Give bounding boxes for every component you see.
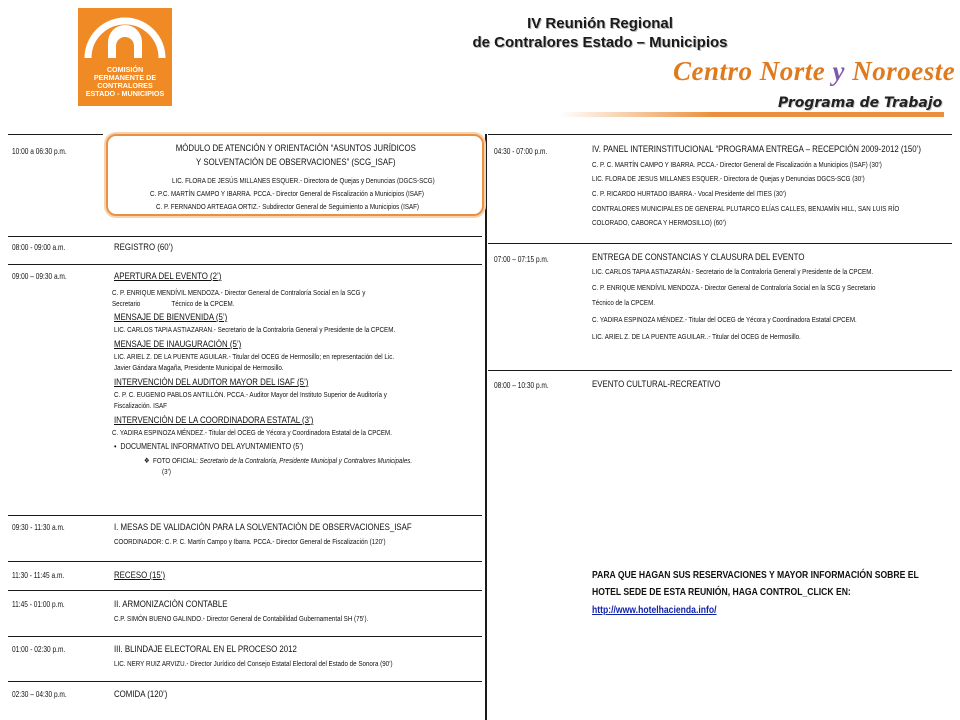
panel-time: 04:30 - 07:00 p.m. xyxy=(494,147,548,156)
region-b: Noroeste xyxy=(845,56,956,86)
panel-line-4: CONTRALORES MUNICIPALES DE GENERAL PLUTARCO ELÍAS CALLES, BENJAMÍN HILL, SAN LUIS RÍO xyxy=(592,204,900,213)
mesas-line: COORDINADOR: C. P. C. Martín Campo y Ibarra. PCCA.- Director General de Fiscalización (120’) xyxy=(114,537,386,546)
module-person-1: LIC. FLORA DE JESÚS MILLANES ESQUER.- Directora de Quejas y Denuncias (DGCS-SCG) xyxy=(172,176,435,185)
auditor-line-2: Fiscalización. ISAF xyxy=(114,401,167,410)
foto-label: FOTO OFICIAL: xyxy=(153,456,200,465)
blindaje-time: 01:00 - 02:30 p.m. xyxy=(12,645,66,654)
logo-text-4: ESTADO - MUNICIPIOS xyxy=(85,89,165,98)
coordinadora-title: INTERVENCIÓN DE LA COORDINADORA ESTATAL (3’) xyxy=(114,415,314,426)
rule-comida xyxy=(8,681,482,682)
rule-registro xyxy=(8,236,482,237)
hotel-link[interactable]: http://www.hotelhacienda.info/ xyxy=(592,604,717,616)
header-line-2: de Contralores Estado – Municipios xyxy=(472,34,728,51)
program-title: Programa de Trabajo xyxy=(778,95,943,111)
rule-mesas xyxy=(8,515,482,516)
foto-item xyxy=(144,456,412,466)
module-title-2: Y SOLVENTACIÓN DE OBSERVACIONES” (SCG_ISAF) xyxy=(196,157,396,168)
inauguracion-title: MENSAJE DE INAUGURACIÓN (5’) xyxy=(114,339,242,350)
panel-line-5: COLORADO, CABORCA Y HERMOSILLO) (60’) xyxy=(592,218,727,227)
armonizacion-time: 11:45 - 01:00 p.m. xyxy=(12,600,65,609)
logo-text-3: CONTRALORES xyxy=(97,81,153,90)
apertura-title: APERTURA DEL EVENTO (2’) xyxy=(114,271,222,282)
header-line-1: IV Reunión Regional xyxy=(527,15,673,32)
rule-blindaje xyxy=(8,636,482,637)
registro-title: REGISTRO (60’) xyxy=(114,242,174,253)
rule-armonizacion xyxy=(8,590,482,591)
mesas-title: I. MESAS DE VALIDACIÓN PARA LA SOLVENTACIÓN DE OBSERVACIONES_ISAF xyxy=(114,522,412,533)
module-person-2: C. P.C. MARTÍN CAMPO Y IBARRA. PCCA.- Director General de Fiscalización a Municipios (ISAF) xyxy=(150,189,424,198)
top-rule-left xyxy=(8,134,103,135)
column-divider xyxy=(485,134,487,720)
rule-receso xyxy=(8,561,482,562)
entrega-line-3: Técnico de la CPCEM. xyxy=(592,298,655,307)
foto-text: Secretario de la Contraloría, Presidente Municipal y Contralores Municipales. xyxy=(199,456,413,465)
receso-time: 11:30 - 11:45 a.m. xyxy=(12,571,65,580)
auditor-line-1: C. P. C. EUGENIO PABLOS ANTILLÓN. PCCA.- Auditor Mayor del Instituto Superior de Auditoría y xyxy=(114,390,387,399)
module-person-3: C. P. FERNANDO ARTEAGA ORTIZ.- Subdirector General de Seguimiento a Municipios (ISAF) xyxy=(156,202,420,211)
header-divider xyxy=(560,112,944,117)
cultural-time: 08:00 – 10:30 p.m. xyxy=(494,381,549,390)
auditor-title: INTERVENCIÓN DEL AUDITOR MAYOR DEL ISAF (5’) xyxy=(114,377,309,388)
cpcem-logo xyxy=(78,8,172,106)
module-title-1: MÓDULO DE ATENCIÓN Y ORIENTACIÓN “ASUNTOS JURÍDICOS xyxy=(175,143,416,154)
bullet-icon: • xyxy=(114,441,121,451)
entrega-line-5: LIC. ARIEL Z. DE LA PUENTE AGUILAR..- Titular del OCEG de Hermosillo. xyxy=(592,332,801,341)
comida-time: 02:30 – 04:30 p.m. xyxy=(12,690,67,699)
apertura-line-1: C. P. ENRIQUE MENDÍVIL MENDOZA.- Director General de Contraloría Social en la SCG y xyxy=(112,288,366,297)
entrega-time: 07:00 – 07:15 p.m. xyxy=(494,255,549,264)
reservas-line-2: HOTEL SEDE DE ESTA REUNIÓN, HAGA CONTROL_CLICK EN: xyxy=(592,586,851,598)
comida-title: COMIDA (120’) xyxy=(114,689,168,700)
blindaje-title: III. BLINDAJE ELECTORAL EN EL PROCESO 2012 xyxy=(114,644,297,655)
registro-time: 08:00 - 09:00 a.m. xyxy=(12,243,66,252)
documental-text: DOCUMENTAL INFORMATIVO DEL AYUNTAMIENTO (5’) xyxy=(120,441,304,451)
cultural-title: EVENTO CULTURAL-RECREATIVO xyxy=(592,379,721,390)
armonizacion-line: C.P. SIMÓN BUENO GALINDO.- Director General de Contabilidad Gubernamental SH (75’). xyxy=(114,614,369,623)
bienvenida-title: MENSAJE DE BIENVENIDA (5’) xyxy=(114,312,228,323)
logo-text-1: COMISIÓN xyxy=(106,65,144,74)
entrega-line-1: LIC. CARLOS TAPIA ASTIAZARÁN.- Secretario de la Contraloría General y Presidente de la CPCEM. xyxy=(592,267,874,276)
foto-duration: (3’) xyxy=(162,467,171,476)
rule-entrega xyxy=(488,243,952,244)
blindaje-line: LIC. NERY RUIZ ARVIZU.- Director Jurídico del Consejo Estatal Electoral del Estado de Sonora (90’) xyxy=(114,659,393,668)
coordinadora-line: C. YADIRA ESPINOZA MÉNDEZ.- Titular del OCEG de Yécora y Coordinadora Estatal de la CPCEM. xyxy=(112,428,392,437)
reservas-line-1: PARA QUE HAGAN SUS RESERVACIONES Y MAYOR INFORMACIÓN SOBRE EL xyxy=(592,569,919,581)
header-region xyxy=(673,56,955,87)
region-a: Centro Norte xyxy=(673,56,833,86)
rule-apertura xyxy=(8,264,482,265)
module-time: 10:00 a 06:30 p.m. xyxy=(12,147,67,156)
header-title xyxy=(390,14,810,52)
logo-text-2: PERMANENTE DE xyxy=(93,73,157,82)
armonizacion-title: II. ARMONIZACIÓN CONTABLE xyxy=(114,599,228,610)
diamond-bullet-icon: ❖ xyxy=(144,456,154,465)
mesas-time: 09:30 - 11:30 a.m. xyxy=(12,523,65,532)
receso-title: RECESO (15’) xyxy=(114,570,166,581)
top-rule-right xyxy=(488,134,952,135)
region-y: y xyxy=(832,56,845,86)
panel-line-2: LIC. FLORA DE JESUS MILLANES ESQUER.- Directora de Quejas y Denuncias DGCS-SCG (30’) xyxy=(592,174,865,183)
entrega-line-4: C. YADIRA ESPINOZA MÉNDEZ.- Titular del OCEG de Yécora y Coordinadora Estatal CPCEM. xyxy=(592,315,857,324)
documental-item xyxy=(114,441,303,451)
entrega-title: ENTREGA DE CONSTANCIAS Y CLAUSURA DEL EVENTO xyxy=(592,252,805,263)
panel-title: IV. PANEL INTERINSTITUCIONAL “PROGRAMA ENTREGA – RECEPCIÓN 2009-2012 (150’) xyxy=(592,144,922,155)
logo-dome-icon xyxy=(78,8,172,64)
apertura-time: 09:00 – 09:30 a.m. xyxy=(12,272,67,281)
rule-cultural xyxy=(488,370,952,371)
bienvenida-line: LIC. CARLOS TAPIA ASTIAZARAN.- Secretario de la Contraloría General y Presidente de la CPCEM. xyxy=(114,325,396,334)
inauguracion-line-2: Javier Gándara Magaña, Presidente Municipal de Hermosillo. xyxy=(114,363,284,372)
panel-line-3: C. P. RICARDO HURTADO IBARRA.- Vocal Presidente del ITIES (30’) xyxy=(592,189,787,198)
inauguracion-line-1: LIC. ARIEL Z. DE LA PUENTE AGUILAR.- Titular del OCEG de Hermosillo; en representación del Lic. xyxy=(114,352,395,361)
entrega-line-2: C. P. ENRIQUE MENDÍVIL MENDOZA.- Director General de Contraloría Social en la SCG y Secretario xyxy=(592,283,876,292)
apertura-line-2: Secretario Técnico de la CPCEM. xyxy=(112,299,235,308)
panel-line-1: C. P. C. MARTÍN CAMPO Y IBARRA. PCCA.- Director General de Fiscalización a Municipios (ISAF) (30’) xyxy=(592,160,882,169)
